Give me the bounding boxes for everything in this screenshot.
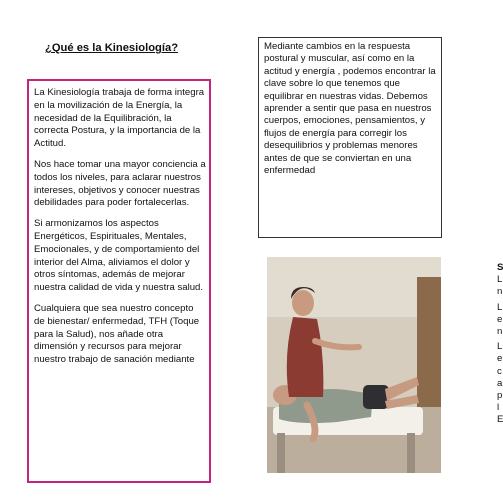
cut-off-char: l <box>497 402 500 414</box>
paragraph: La Kinesiología trabaja de forma integra en la movilización de la Energía, la necesidad de la Equilibración, la correcta Postura, y la importancia de la Actitud. <box>34 87 205 150</box>
paragraph: Si armonizamos los aspectos Energéticos, Espirituales, Mentales, Emocionales, y de comportamiento del interior del Alma, aliviamos el dolor y otros síntomas, además de mejorar nuestra calidad de vida y nuestra salud. <box>34 218 204 294</box>
description-text-box: Mediante cambios en la respuesta postural y muscular, así como en la actitud y energía , podemos encontrar la clave sobre lo que tenemos que equilibrar en nuestras vidas. Debemos aprender a sentir que pasa en nuestros cuerpos, emociones, pensamientos, y flujos de energía para corregir los desequilibrios y problemas menores antes de que se conviertan en una enfermedad <box>258 37 442 238</box>
cut-off-char: e <box>497 313 503 325</box>
paragraph: Nos hace tomar una mayor conciencia a todos los niveles, para aclarar nuestros intereses, objetivos y conocer nuestras debilidades para poder fortalecerlas. <box>34 158 206 209</box>
cut-off-column <box>497 262 503 427</box>
cut-off-char: n <box>497 286 503 298</box>
cut-off-char: E <box>497 414 503 426</box>
cut-off-char: n <box>497 326 503 338</box>
cut-off-char: L <box>497 341 503 353</box>
kinesiology-session-photo <box>267 257 441 473</box>
page-title: ¿Qué es la Kinesiología? <box>45 42 179 54</box>
cut-off-char: L <box>497 301 503 313</box>
cut-off-char: c <box>497 365 502 377</box>
cut-off-char: S <box>497 262 503 273</box>
cut-off-char: L <box>497 274 503 286</box>
cut-off-char: e <box>497 353 503 365</box>
cut-off-char: a <box>497 377 503 389</box>
cut-off-char: p <box>497 390 503 402</box>
paragraph: Cualquiera que sea nuestro concepto de bienestar/ enfermedad, TFH (Toque para la Salud), nos añade otra dimensión y recursos para mejorar nuestro trabajo de sanación mediante <box>34 302 200 366</box>
intro-text-box <box>27 79 211 483</box>
